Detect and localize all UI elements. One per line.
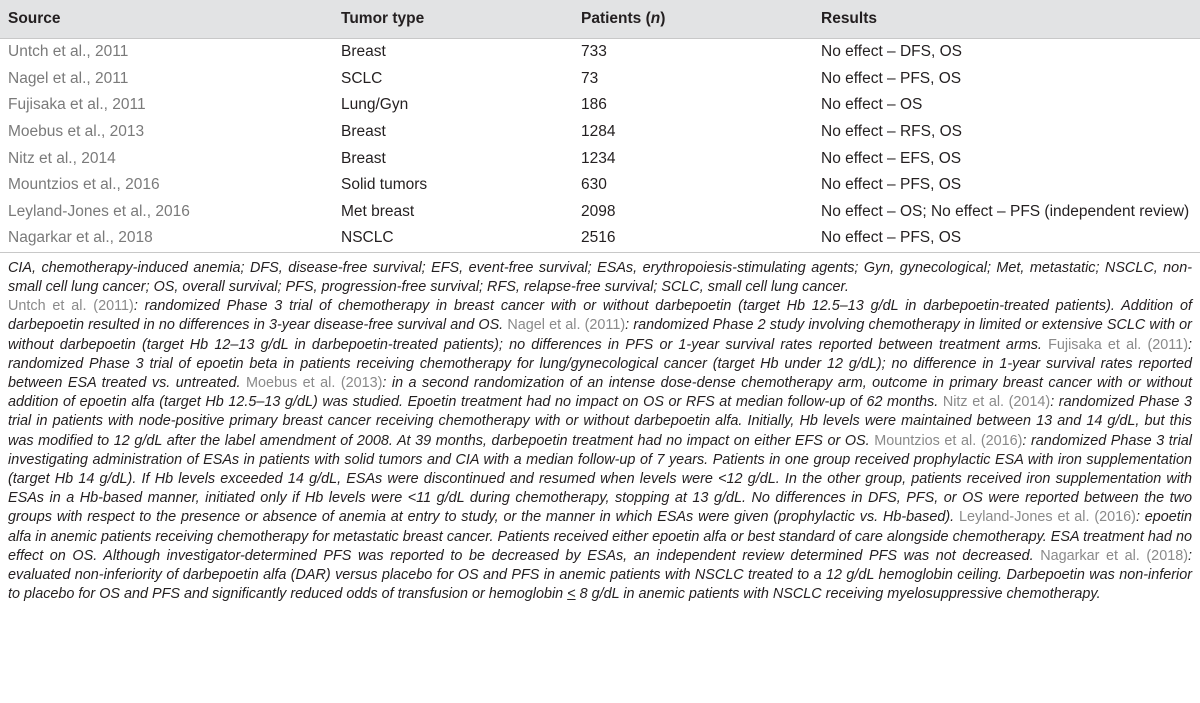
table-header xyxy=(0,0,1200,39)
source-link[interactable]: Moebus et al., 2013 xyxy=(8,123,145,141)
tumor-type-cell: NSCLC xyxy=(333,225,573,252)
header-row xyxy=(0,0,1200,39)
note-text: : randomized Phase 2 study involving chemotherapy in limited or extensive SCLC with or without darbepoetin (target Hb 12–13 g/dL in darbepoetin-treated patients); no differences in PFS or 1-year survival rates reported between treatment arms. xyxy=(8,317,1192,353)
header-source: Source xyxy=(0,0,333,39)
patients-cell: 1234 xyxy=(581,149,616,167)
tumor-type-cell: Met breast xyxy=(341,202,415,220)
patients-cell: 2098 xyxy=(581,202,616,220)
source-link[interactable]: Nagarkar et al., 2018 xyxy=(0,225,333,252)
patients-cell: 1284 xyxy=(581,123,616,141)
results-cell: No effect – RFS, OS xyxy=(821,123,962,141)
results-cell: No effect – OS xyxy=(821,96,923,114)
source-link[interactable]: Fujisaka et al., 2011 xyxy=(8,96,146,114)
note-text: : randomized Phase 3 trial of chemotherapy in breast cancer with or without darbepoetin (target Hb 12.5–13 g/dL in darbepoetin-treated patients). Addition of darbepoetin resulted in no differences in 3-year disease-free survival and OS. xyxy=(8,298,1192,334)
tumor-type-cell: Breast xyxy=(341,43,386,61)
source-link[interactable]: Mountzios et al., 2016 xyxy=(8,176,160,194)
ref-link[interactable]: Nagel et al. (2011) xyxy=(507,317,626,334)
table-row xyxy=(0,119,1200,146)
table-row xyxy=(0,92,1200,119)
ref-link[interactable]: Fujisaka et al. (2011) xyxy=(1048,336,1188,353)
table-row xyxy=(0,145,1200,172)
header-tumor-type: Tumor type xyxy=(333,0,573,39)
note-text: : randomized Phase 3 trial of epoetin beta in patients receiving chemotherapy for lung/gynecological cancer (target Hb under 12 g/dL); no difference in 1-year survival rates reported between ESA treated vs. untreated. xyxy=(8,336,1192,391)
note-text: : evaluated non-inferiority of darbepoetin alfa (DAR) versus placebo for OS and PFS in anemic patients with NSCLC treated to a 12 g/dL hemoglobin ceiling. Darbepoetin was non-inferior to placebo for OS and PFS and significantly reduced odds of transfusion or hemoglobin xyxy=(8,547,1192,603)
source-link[interactable]: Nagel et al., 2011 xyxy=(8,69,129,87)
note-text: : randomized Phase 3 trial in patients with node-positive primary breast cancer receiving chemotherapy with or without darbepoetin alfa. Initially, Hb levels were maintained between 13 and 14 g/dL, but this was modified to 12 g/dL after the label amendment of 2008. At 39 months, darbepoetin treatment had no impact on either EFS or OS. xyxy=(8,394,1192,449)
table-row xyxy=(0,66,1200,93)
table-footnotes xyxy=(0,253,1200,605)
note-text: : epoetin alfa in anemic patients receiving chemotherapy for metastatic breast cancer. Patients received either epoetin alfa or best standard of care alongside chemotherapy. ESA treatment had no effect on OS. Although investigator-determined PFS was reported to be decreased by ESAs, an independent review determined PFS was not decreased. xyxy=(8,509,1192,564)
table-body xyxy=(0,39,1200,253)
ref-link[interactable]: Moebus et al. (2013) xyxy=(246,374,383,391)
source-link[interactable]: Nitz et al., 2014 xyxy=(8,149,116,167)
less-or-equal-symbol: < xyxy=(567,586,576,603)
tumor-type-cell: Solid tumors xyxy=(341,176,428,194)
results-cell: No effect – PFS, OS xyxy=(821,69,962,87)
results-cell: No effect – OS; No effect – PFS (independent review) xyxy=(821,202,1190,220)
patients-cell: 186 xyxy=(581,96,607,114)
tumor-type-cell: Breast xyxy=(341,123,386,141)
header-results: Results xyxy=(813,0,1200,39)
results-cell: No effect – PFS, OS xyxy=(813,225,1200,252)
source-link[interactable]: Untch et al., 2011 xyxy=(8,43,129,61)
table-row xyxy=(0,39,1200,66)
note-text: 8 g/dL in anemic patients with NSCLC receiving myelosuppressive chemotherapy. xyxy=(575,586,1101,603)
ref-link[interactable]: Nagarkar et al. (2018) xyxy=(1040,547,1188,564)
results-cell: No effect – PFS, OS xyxy=(821,176,962,194)
ref-link[interactable]: Leyland-Jones et al. (2016) xyxy=(959,509,1136,526)
study-notes xyxy=(8,297,1192,604)
patients-cell: 630 xyxy=(581,176,607,194)
results-cell: No effect – EFS, OS xyxy=(821,149,962,167)
patients-cell: 73 xyxy=(581,69,599,87)
table-row xyxy=(0,199,1200,226)
source-link[interactable]: Leyland-Jones et al., 2016 xyxy=(8,202,190,220)
abbreviations-note: CIA, chemotherapy-induced anemia; DFS, disease-free survival; EFS, event-free survival; ESAs, erythropoiesis-stimulating agents; Gyn, gynecological; Met, metastatic; NSCLC, non-small cell lung cancer; OS, overall survival; PFS, progression-free survival; RFS, relapse-free survival; SCLC, small cell lung cancer. xyxy=(8,259,1192,295)
tumor-type-cell: Lung/Gyn xyxy=(341,96,409,114)
ref-link[interactable]: Nitz et al. (2014) xyxy=(942,394,1051,411)
note-text: : randomized Phase 3 trial investigating administration of ESAs in patients with solid tumors and CIA with a median follow-up of 7 years. Patients in one group received prophylactic ESA with iron supplementation (target Hb 14 g/dL). If Hb levels exceeded 14 g/dL, ESAs were discontinued and resumed when levels were <12 g/dL. In the other group, patients received iron supplementation with ESAs in a Hb-based manner, initiated only if Hb levels were <11 g/dL during chemotherapy, stopping at 13 g/dL. No differences in DFS, PFS, or OS were reported between the two groups with respect to the presence or absence of anemia at entry to study, or the manner in which ESAs were given (prophylactic vs. Hb-based). xyxy=(8,432,1192,526)
note-text: : in a second randomization of an intense dose-dense chemotherapy arm, outcome in primary breast cancer with or without addition of epoetin alfa (target Hb 12.5–13 g/dL) was studied. Epoetin treatment had no impact on OS or RFS at median follow-up of 62 months. xyxy=(8,374,1192,411)
table-row xyxy=(0,172,1200,199)
patients-cell: 733 xyxy=(581,43,607,61)
results-cell: No effect – DFS, OS xyxy=(821,43,962,61)
table-row xyxy=(0,225,1200,252)
tumor-type-cell: Breast xyxy=(341,149,386,167)
patients-cell: 2516 xyxy=(573,225,813,252)
results-table xyxy=(0,0,1200,253)
header-patients: Patients (n) xyxy=(573,0,813,39)
tumor-type-cell: SCLC xyxy=(341,69,383,87)
ref-link[interactable]: Untch et al. (2011) xyxy=(8,298,134,315)
ref-link[interactable]: Mountzios et al. (2016) xyxy=(874,432,1023,449)
